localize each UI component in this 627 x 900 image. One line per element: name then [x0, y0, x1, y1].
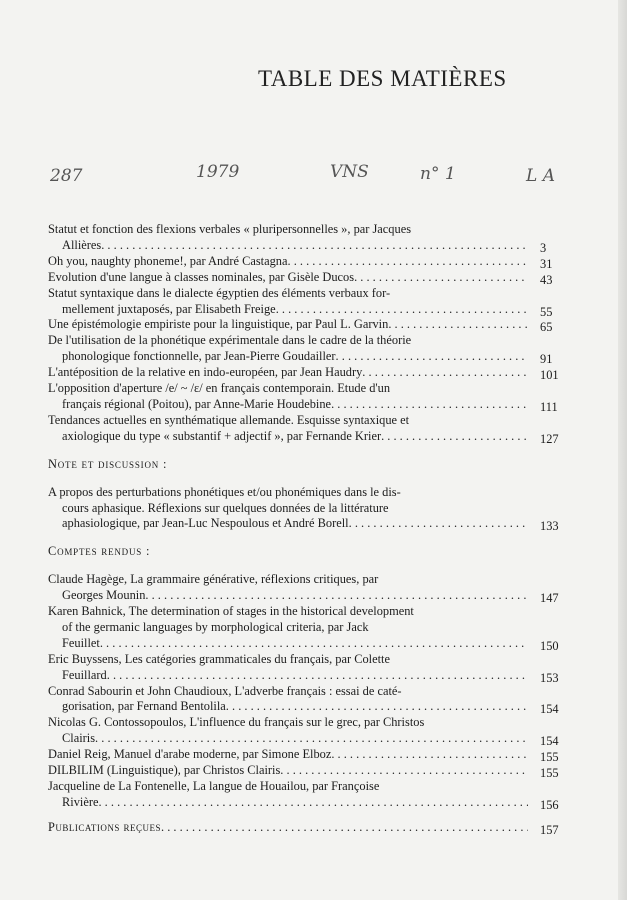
review-page-number: 150 [540, 638, 559, 653]
review-entry[interactable] [48, 683, 559, 717]
publications-page: 157 [540, 822, 559, 837]
dot-leader [331, 747, 528, 763]
article-entry[interactable] [48, 317, 553, 335]
article-page-number: 65 [540, 320, 553, 335]
article-author-line: phonologique fonctionnelle, par Jean-Pierre Goudailler [62, 349, 336, 364]
article-entry[interactable] [48, 333, 553, 367]
note-page-number: 133 [540, 519, 559, 534]
article-page-number: 3 [540, 240, 547, 255]
articles-list [48, 222, 559, 446]
article-page-number: 101 [540, 368, 559, 383]
article-text-line: Statut et fonction des flexions verbales « pluripersonnelles », par Jacques [48, 222, 412, 236]
review-text-line: Jacqueline de La Fontenelle, La langue de Houailou, par Françoise [48, 779, 380, 793]
dot-leader [336, 349, 528, 365]
article-author-line: mellement juxtaposés, par Elisabeth Freige [62, 301, 276, 316]
review-page-number: 153 [540, 670, 559, 685]
article-author-line: Allières [62, 237, 102, 252]
review-page-number: 155 [540, 750, 559, 765]
review-entry[interactable] [48, 779, 559, 812]
article-author-line: axiologique du type « substantif + adjectif », par Fernande Krier [62, 428, 382, 443]
review-page-number: 156 [540, 797, 559, 812]
handwriting-5: L A [526, 166, 555, 186]
reviews-list [48, 572, 559, 812]
review-entry[interactable] [48, 747, 559, 765]
dot-leader [101, 238, 528, 254]
review-text-line: Karen Bahnick, The determination of stages in the historical development [48, 604, 414, 619]
dot-leader [100, 636, 528, 652]
article-text-line: L'opposition d'aperture /e/ ~ /ε/ en français contemporain. Etude d'un [48, 381, 391, 396]
article-page-number: 55 [540, 304, 553, 319]
article-author-line: Evolution d'une langue à classes nominales, par Gisèle Ducos [48, 269, 355, 284]
dot-leader [107, 668, 528, 684]
review-entry[interactable] [48, 604, 559, 653]
article-entry[interactable] [48, 269, 553, 287]
review-text-line: Claude Hagège, La grammaire générative, réflexions critiques, par [48, 572, 379, 587]
article-entry[interactable] [48, 285, 553, 319]
article-author-line: français régional (Poitou), par Anne-Marie Houdebine [62, 396, 332, 411]
article-page-number: 31 [540, 256, 553, 271]
review-author-line: Daniel Reig, Manuel d'arabe moderne, par Simone Elboz [48, 747, 332, 762]
publications-label: Publications reçues [48, 819, 161, 834]
dot-leader [388, 317, 528, 333]
dot-leader [331, 397, 528, 413]
handwriting-3: VNS [330, 162, 369, 182]
article-text-line: Tendances actuelles en synthématique allemande. Esquisse syntaxique et [48, 412, 410, 427]
review-page-number: 154 [540, 734, 559, 749]
article-text-line: De l'utilisation de la phonétique expérimentale dans le cadre de la théorie [48, 333, 412, 348]
review-author-line: DILBILIM (Linguistique), par Christos Clairis [48, 763, 281, 778]
review-entry[interactable] [48, 572, 559, 606]
table-of-contents [48, 222, 559, 837]
note-entry[interactable] [48, 484, 559, 534]
handwriting-2: 1979 [196, 162, 240, 182]
review-entry[interactable] [48, 763, 559, 781]
publications-entry[interactable] [48, 819, 559, 837]
article-entry[interactable] [48, 412, 559, 446]
review-author-line: Georges Mounin [62, 588, 146, 603]
handwritten-annotation [0, 164, 627, 200]
review-text-line: of the germanic languages by morphological criteria, par Jack [62, 619, 369, 634]
review-text-line: Eric Buyssens, Les catégories grammaticales du français, par Colette [48, 651, 390, 666]
article-author-line: L'antéposition de la relative en indo-européen, par Jean Haudry [48, 365, 363, 380]
page-crease [618, 0, 627, 900]
article-entry[interactable] [48, 381, 558, 414]
note-text-line: cours aphasique. Réflexions sur quelques données de la littérature [62, 500, 389, 515]
review-text-line: Nicolas G. Contossopoulos, L'influence du français sur le grec, par Christos [48, 715, 425, 730]
review-entry[interactable] [48, 651, 559, 685]
article-entry[interactable] [48, 253, 553, 271]
dot-leader [354, 270, 528, 286]
review-author-line: Feuillet [62, 635, 100, 650]
dot-leader [95, 731, 528, 747]
dot-leader [98, 795, 528, 811]
note-text-line: A propos des perturbations phonétiques et/ou phonémiques dans le dis- [48, 484, 401, 499]
article-author-line: Une épistémologie empiriste pour la linguistique, par Paul L. Garvin [48, 317, 389, 332]
review-author-line: Rivière [62, 794, 99, 809]
notes-list [48, 484, 559, 534]
article-text-line: Statut syntaxique dans le dialecte égyptien des éléments verbaux for- [48, 285, 391, 300]
page-title: TABLE DES MATIÈRES [258, 66, 507, 91]
review-entry[interactable] [48, 715, 559, 749]
dot-leader [226, 699, 528, 715]
note-author-line: aphasiologique, par Jean-Luc Nespoulous et André Borell [62, 516, 349, 531]
handwriting-1: 287 [50, 166, 83, 186]
review-text-line: Conrad Sabourin et John Chaudioux, L'adverbe français : essai de caté- [48, 683, 402, 698]
review-page-number: 155 [540, 766, 559, 781]
article-author-line: Oh you, naughty phoneme!, par André Castagna [48, 253, 288, 268]
dot-leader [145, 588, 528, 604]
review-author-line: Clairis [62, 731, 96, 746]
handwriting-4: n° 1 [420, 164, 456, 184]
dot-leader [276, 302, 528, 318]
dot-leader [381, 429, 528, 445]
reviews-heading: Comptes rendus : [48, 544, 151, 559]
article-entry[interactable] [48, 222, 547, 255]
review-page-number: 147 [540, 591, 559, 606]
dot-leader [288, 254, 529, 270]
article-page-number: 43 [540, 272, 553, 287]
dot-leader [280, 763, 528, 779]
review-author-line: Feuillard [62, 667, 107, 682]
note-heading: Note et discussion : [48, 456, 168, 471]
article-entry[interactable] [48, 365, 559, 383]
review-page-number: 154 [540, 702, 559, 717]
dot-leader [362, 365, 528, 381]
review-author-line: gorisation, par Fernand Bentolila [62, 699, 226, 714]
article-page-number: 127 [540, 431, 559, 446]
dot-leader [349, 516, 528, 532]
article-page-number: 91 [540, 352, 553, 367]
article-page-number: 111 [540, 399, 558, 414]
